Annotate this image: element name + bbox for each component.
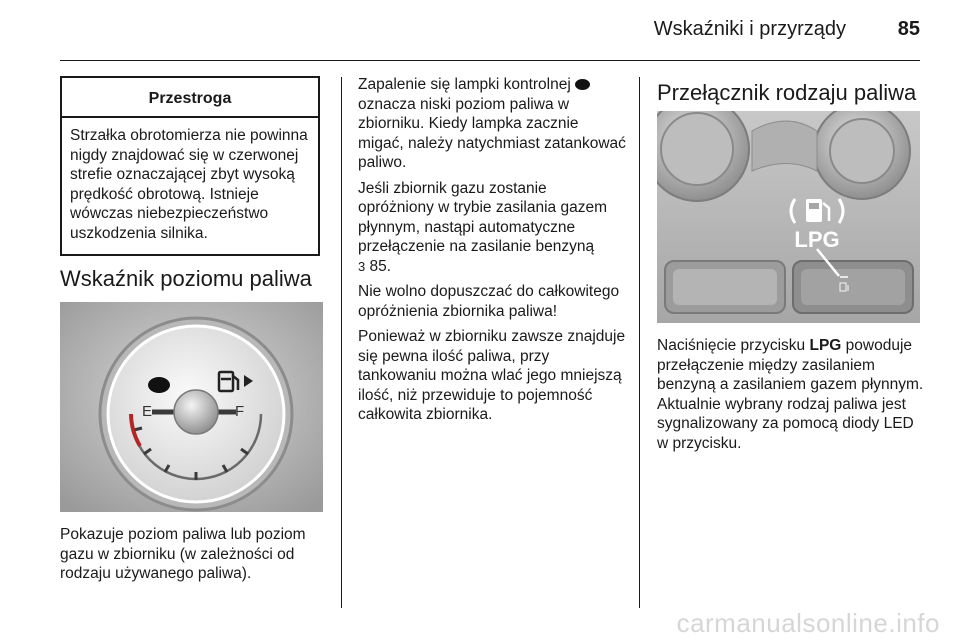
header-divider	[60, 60, 920, 61]
lpg-button-name: LPG	[809, 337, 842, 354]
fuel-warning-lamp-icon	[575, 79, 590, 90]
column-divider-right	[639, 77, 640, 608]
column-divider-left	[341, 77, 342, 608]
fuel-gauge-heading: Wskaźnik poziomu paliwa	[60, 266, 312, 291]
caution-box	[60, 76, 320, 256]
page-number: 85	[897, 18, 920, 40]
lpg-button-label: LPG	[794, 227, 840, 252]
fuel-gauge-caption: Pokazuje poziom paliwa lub poziom gazu w zbiorniku (w zależności od rodzaju używanego paliwa).	[60, 526, 306, 582]
watermark: carmanualsonline.info	[676, 608, 940, 638]
reference-arrow-icon: 3	[358, 258, 366, 274]
middle-column-text	[358, 75, 626, 431]
fuel-switch-text-start: Naciśnięcie przycisku	[657, 337, 806, 354]
page-header-title: Wskaźniki i przyrządy	[653, 18, 846, 40]
lpg-empty-text: Jeśli zbiornik gazu zostanie opróżniony w trybie zasilania gazem płynnym, nastąpi automatyczne przełączenie na zasilanie benzyną	[358, 179, 607, 255]
gauge-full-label: F	[235, 403, 245, 420]
fuel-switch-text	[657, 336, 925, 453]
low-fuel-paragraph	[358, 75, 626, 173]
lpg-empty-paragraph	[358, 179, 626, 277]
caution-text: Strzałka obrotomierza nie powinna nigdy znajdować się w czerwonej strefie oznaczającej zbyt wysoką prędkość obrotową. Istnieje wówczas niebezpieczeństwo uszkodzenia silnika.	[70, 127, 308, 242]
gauge-empty-label: E	[142, 403, 153, 420]
low-fuel-text-start: Zapalenie się lampki kontrolnej	[358, 76, 571, 93]
caution-title: Przestroga	[62, 78, 318, 118]
fuel-switch-text-end: powoduje przełączenie między zasilaniem benzyną a zasilaniem gazem płynnym. Aktualnie wybrany rodzaj paliwa jest sygnalizowany za pomocą diody LED w przycisku.	[657, 337, 924, 452]
fuel-switch-heading: Przełącznik rodzaju paliwa	[657, 80, 917, 105]
page-reference-link[interactable]: 85.	[369, 257, 392, 275]
low-fuel-text-end: oznacza niski poziom paliwa w zbiorniku. Kiedy lampka zacznie migać, należy natychmiast zatankować paliwo.	[358, 95, 626, 171]
empty-tank-paragraph: Nie wolno dopuszczać do całkowitego opróżnienia zbiornika paliwa!	[358, 283, 620, 320]
lpg-switch-photo	[657, 111, 920, 323]
tank-capacity-paragraph: Ponieważ w zbiorniku zawsze znajduje się pewna ilość paliwa, przy tankowaniu można wlać jego mniejszą ilość, niż przewiduje to pojemność całkowita zbiornika.	[358, 328, 626, 423]
fuel-gauge-photo	[60, 302, 323, 512]
